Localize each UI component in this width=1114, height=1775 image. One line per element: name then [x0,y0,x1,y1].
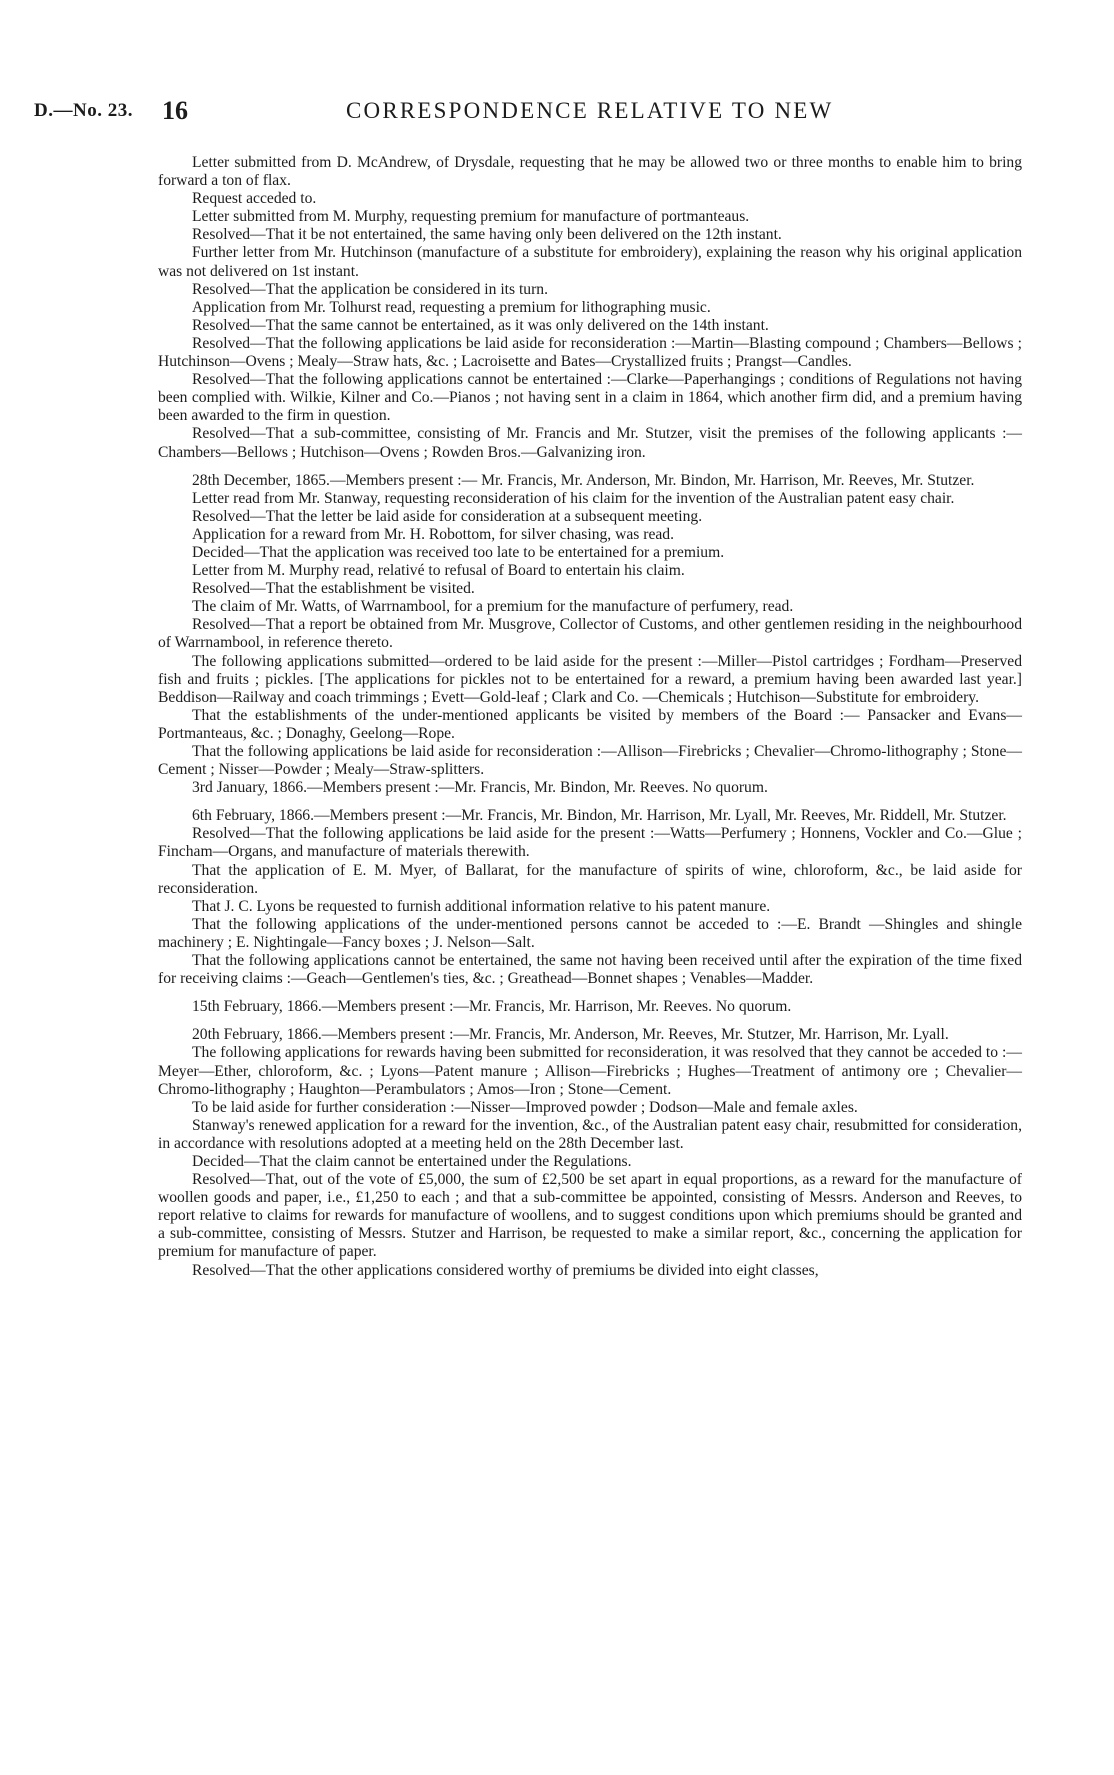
paragraph: Resolved—That the establishment be visited. [192,580,475,598]
paragraph: That the following applications cannot be entertained, the same not having been received until after the expiration of the time fixed for receiving claims :—Geach—Gentlemen's ties, &c. ; Greathead—Bonnet shapes ; Venables—Madder. [158,952,1022,988]
paragraph: Resolved—That it be not entertained, the same having only been delivered on the 12th instant. [192,226,782,244]
paragraph: Resolved—That the other applications considered worthy of premiums be divided into eight classes, [192,1261,819,1279]
paragraph: Application from Mr. Tolhurst read, requesting a premium for lithographing music. [192,298,711,316]
paragraph: That J. C. Lyons be requested to furnish additional information relative to his patent manure. [192,897,771,915]
paragraph: Letter read from Mr. Stanway, requesting reconsideration of his claim for the invention of the Australian patent easy chair. [192,489,955,507]
paragraph: Application for a reward from Mr. H. Robottom, for silver chasing, was read. [192,525,674,543]
paragraph: Decided—That the application was received too late to be entertained for a premium. [192,543,725,561]
document-body [158,154,1022,1280]
page-header [34,96,1044,128]
page-number: 16 [162,96,188,125]
document-reference: D.—No. 23. [34,100,133,121]
paragraph: Letter from M. Murphy read, relativé to refusal of Board to entertain his claim. [192,562,685,580]
paragraph: That the application of E. M. Myer, of Ballarat, for the manufacture of spirits of wine, chloroform, &c., be laid aside for reconsideration. [158,861,1022,897]
meeting-heading: 20th February, 1866.—Members present :—Mr. Francis, Mr. Anderson, Mr. Reeves, Mr. Stutzer, Mr. Harrison, Mr. Lyall. [192,1026,949,1044]
paragraph: Letter submitted from D. McAndrew, of Drysdale, requesting that he may be allowed two or three months to enable him to bring forward a ton of flax. [158,154,1022,190]
paragraph: Decided—That the claim cannot be entertained under the Regulations. [192,1152,632,1170]
paragraph: The claim of Mr. Watts, of Warrnambool, for a premium for the manufacture of perfumery, read. [192,598,794,616]
meeting-heading: 28th December, 1865.—Members present :— Mr. Francis, Mr. Anderson, Mr. Bindon, Mr. Harrison, Mr. Reeves, Mr. Stutzer. [192,471,975,489]
paragraph: Resolved—That, out of the vote of £5,000, the sum of £2,500 be set apart in equal proportions, as a reward for the manufacture of woollen goods and paper, i.e., £1,250 to each ; and that a sub-committee be appointed, consisting of Messrs. Anderson and Reeves, to report relative to claims for rewards for manufacture of woollens, and to suggest conditions upon which premiums should be granted and a sub-committee, consisting of Messrs. Stutzer and Harrison, be requested to make a similar report, &c., concerning the application for premium for manufacture of paper. [158,1171,1022,1261]
meeting-heading: 3rd January, 1866.—Members present :—Mr. Francis, Mr. Bindon, Mr. Reeves. No quorum. [192,779,768,797]
paragraph: That the following applications of the under-mentioned persons cannot be acceded to :—E. Brandt —Shingles and shingle machinery ; E. Nightingale—Fancy boxes ; J. Nelson—Salt. [158,915,1022,951]
paragraph: Resolved—That a report be obtained from Mr. Musgrove, Collector of Customs, and other gentlemen residing in the neighbourhood of Warrnambool, in reference thereto. [158,616,1022,652]
paragraph: Resolved—That the following applications cannot be entertained :—Clarke—Paperhangings ; conditions of Regulations not having been complied with. Wilkie, Kilner and Co.—Pianos ; not having sent in a claim in 1864, which another firm did, and a premium having been awarded to the firm in question. [158,371,1022,425]
paragraph: Resolved—That the following applications be laid aside for reconsideration :—Martin—Blasting compound ; Chambers—Bellows ; Hutchinson—Ovens ; Mealy—Straw hats, &c. ; Lacroisette and Bates—Crystallized fruits ; Prangst—Candles. [158,334,1022,371]
paragraph: Resolved—That the application be considered in its turn. [192,280,548,298]
paragraph: Request acceded to. [192,190,317,208]
paragraph: Stanway's renewed application for a reward for the invention, &c., of the Australian patent easy chair, resubmitted for consideration, in accordance with resolutions adopted at a meeting held on the 28th December last. [158,1116,1022,1152]
paragraph: That the following applications be laid aside for reconsideration :—Allison—Firebricks ; Chevalier—Chromo-lithography ; Stone—Cement ; Nisser—Powder ; Mealy—Straw-splitters. [158,743,1022,779]
paragraph: Letter submitted from M. Murphy, requesting premium for manufacture of portmanteaus. [192,208,750,226]
meeting-heading: 6th February, 1866.—Members present :—Mr. Francis, Mr. Bindon, Mr. Harrison, Mr. Lyall, Mr. Reeves, Mr. Riddell, Mr. Stutzer. [192,807,1007,825]
paragraph: The following applications submitted—ordered to be laid aside for the present :—Miller—Pistol cartridges ; Fordham—Preserved fish and fruits ; pickles. [The applications for pickles not to be entertained for a reward, a premium having been awarded last year.] Beddison—Railway and coach trimmings ; Evett—Gold-leaf ; Clark and Co. —Chemicals ; Hutchison—Substitute for embroidery. [158,652,1022,706]
paragraph: Resolved—That the same cannot be entertained, as it was only delivered on the 14th instant. [192,316,769,334]
paragraph: Resolved—That the following applications be laid aside for the present :—Watts—Perfumery ; Honnens, Vockler and Co.—Glue ; Fincham—Organs, and manufacture of materials therewith. [158,825,1022,861]
paragraph: The following applications for rewards having been submitted for reconsideration, it was resolved that they cannot be acceded to :—Meyer—Ether, chloroform, &c. ; Lyons—Patent manure ; Allison—Firebricks ; Hughes—Treatment of antimony ore ; Chevalier—Chromo-lithography ; Haughton—Perambulators ; Amos—Iron ; Stone—Cement. [158,1044,1022,1098]
paragraph: To be laid aside for further consideration :—Nisser—Improved powder ; Dodson—Male and female axles. [192,1098,858,1116]
paragraph: Resolved—That a sub-committee, consisting of Mr. Francis and Mr. Stutzer, visit the premises of the following applicants :—Chambers—Bellows ; Hutchison—Ovens ; Rowden Bros.—Galvanizing iron. [158,425,1022,461]
running-title: CORRESPONDENCE RELATIVE TO NEW [346,98,834,123]
paragraph: Resolved—That the letter be laid aside for consideration at a subsequent meeting. [192,507,703,525]
paragraph: Further letter from Mr. Hutchinson (manufacture of a substitute for embroidery), explaining the reason why his original application was not delivered on 1st instant. [158,244,1022,280]
meeting-heading: 15th February, 1866.—Members present :—Mr. Francis, Mr. Harrison, Mr. Reeves. No quorum. [192,998,792,1016]
paragraph: That the establishments of the under-mentioned applicants be visited by members of the Board :— Pansacker and Evans—Portmanteaus, &c. ; Donaghy, Geelong—Rope. [158,706,1022,742]
